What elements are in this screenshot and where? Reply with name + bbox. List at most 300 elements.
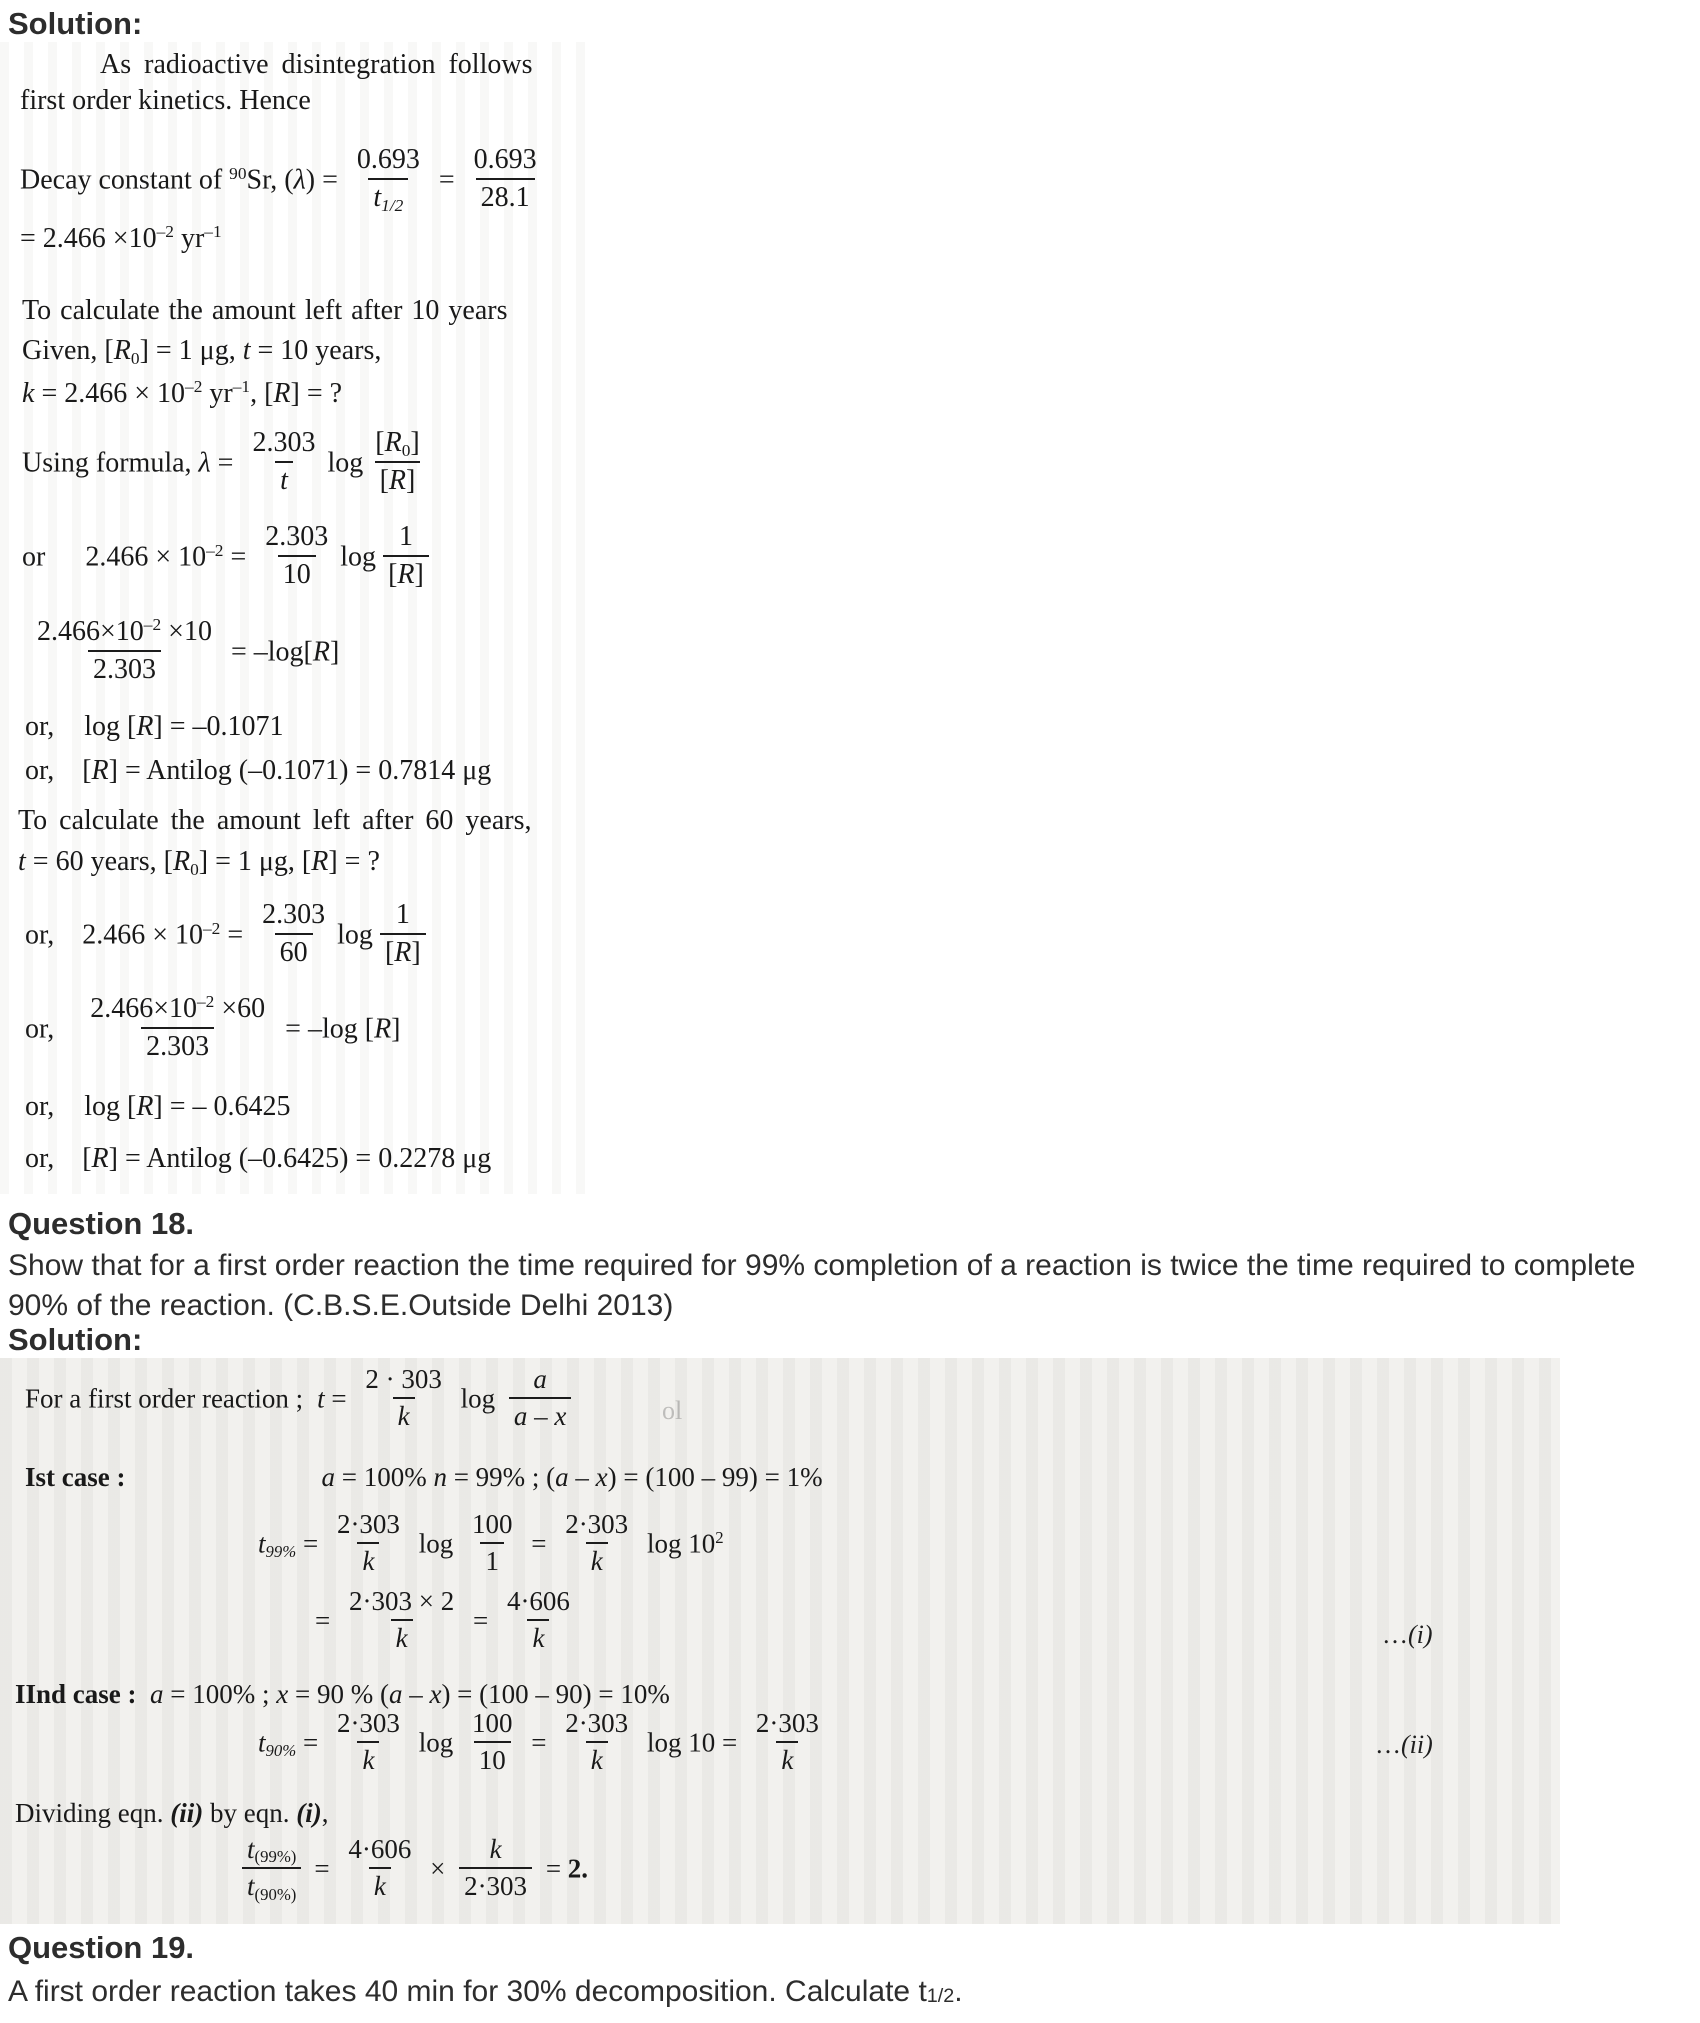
math-line <box>15 1678 670 1710</box>
text-run: ] = Antilog (–0.1071) = 0.7814 μg <box>108 755 492 786</box>
text-run: 28.1 <box>480 181 530 213</box>
text-run: To calculate the amount left after 60 years, <box>18 805 532 836</box>
text-run: 1/2 <box>926 1985 955 2007</box>
text-run: –1 <box>204 222 222 242</box>
math-line <box>25 710 284 744</box>
text-run: = 2.466 × 10 <box>34 378 186 409</box>
fraction-numerator <box>560 1510 633 1542</box>
text-run: or, <box>25 755 55 786</box>
text-run: t <box>247 1870 255 1901</box>
text-run: a <box>150 1679 164 1709</box>
text-run: t <box>317 1383 325 1414</box>
fraction-numerator <box>502 1587 575 1619</box>
text-run: 0.693 <box>473 143 537 175</box>
text-run: 10 <box>282 558 311 590</box>
math-line <box>18 845 380 879</box>
text-run: ×60 <box>214 992 266 1024</box>
text-run: or, <box>25 1143 55 1174</box>
text-run: 2 · 303 <box>365 1363 442 1394</box>
text-run: [ <box>388 558 398 590</box>
fraction-numerator <box>32 617 217 650</box>
fraction-denominator <box>275 461 293 496</box>
spacer <box>45 565 85 566</box>
math-line <box>22 426 432 499</box>
fraction-numerator <box>343 1835 416 1867</box>
text-run: × <box>423 1853 453 1884</box>
fraction-numerator <box>332 1510 405 1542</box>
text-run: = <box>220 919 251 951</box>
text-run: 90% <box>265 1741 297 1761</box>
math-line <box>258 1707 831 1778</box>
fraction-denominator <box>474 1741 511 1775</box>
text-run: 1 <box>485 1545 499 1576</box>
math-line <box>22 377 342 411</box>
text-run: first order kinetics. Hence <box>20 85 311 116</box>
text-run: 2.303 <box>252 426 316 458</box>
text-run: log <box>327 447 364 479</box>
fraction-numerator <box>242 1835 301 1867</box>
fraction <box>242 1833 301 1904</box>
text-run: ] = Antilog (–0.6425) = 0.2278 μg <box>108 1143 492 1174</box>
text-run: [ <box>82 755 92 786</box>
fraction <box>467 1709 518 1775</box>
text-run: 100 <box>471 1707 513 1738</box>
text-run: –2 <box>203 919 221 939</box>
fraction-denominator <box>275 933 313 968</box>
fraction <box>344 1587 459 1653</box>
question-18-heading: Question 18. <box>8 1206 195 1241</box>
math-line <box>18 804 532 838</box>
text-run: R <box>136 1091 154 1122</box>
text-run: ×10 <box>161 615 212 647</box>
scanned-solution-radioactive <box>0 42 600 1194</box>
text-run: [ <box>375 426 385 458</box>
text-run: ] <box>329 636 340 668</box>
math-line <box>25 1142 491 1176</box>
solution-heading-2: Solution: <box>8 1322 143 1357</box>
text-run: x <box>554 1400 567 1431</box>
text-run: k <box>373 1870 386 1901</box>
text-run: 2·303 <box>565 1508 629 1539</box>
spacer <box>54 778 82 779</box>
text-run: ] = –0.1071 <box>153 711 284 742</box>
fraction-numerator <box>528 1365 552 1397</box>
fraction <box>260 522 333 590</box>
text-run: 2.303 <box>265 520 329 552</box>
text-run: ] <box>414 558 424 590</box>
text-run: ) = (100 – 90) = 10% <box>441 1679 670 1709</box>
text-run: 1/2 <box>381 195 404 215</box>
text-run: = <box>315 1605 337 1636</box>
text-run <box>137 1679 151 1709</box>
math-line <box>25 754 491 788</box>
text-run: 2·303 <box>565 1707 629 1738</box>
spacer <box>54 943 82 944</box>
fraction <box>332 1510 405 1576</box>
text-run: a <box>555 1462 569 1492</box>
text-run: –2 <box>185 377 203 397</box>
text-run: k <box>489 1833 502 1864</box>
scanned-solution-first-order <box>0 1358 1560 1924</box>
text-run: = 2.466 ×10 <box>20 223 157 254</box>
text-run: a <box>388 1679 403 1709</box>
equation-number <box>1382 1620 1433 1650</box>
text-run: or, <box>25 919 55 951</box>
text-run: k <box>22 378 35 409</box>
text-run: ] <box>391 1013 401 1045</box>
text-run: – <box>402 1679 430 1709</box>
text-run: = 60 years, [ <box>25 846 173 877</box>
fraction-denominator <box>141 1027 214 1062</box>
fraction <box>247 428 320 496</box>
text-run: k <box>781 1744 794 1775</box>
text-run: = <box>210 447 241 479</box>
fraction <box>380 900 426 968</box>
text-run: 90 <box>229 164 247 184</box>
text-run: = 10 years, <box>250 335 382 366</box>
text-run: ] <box>406 464 416 496</box>
fraction-denominator <box>278 555 316 590</box>
text-run: … <box>1382 1620 1408 1649</box>
text-run: R <box>388 464 407 496</box>
text-run: a <box>513 1400 528 1431</box>
text-run: IInd case : <box>15 1679 137 1709</box>
text-run: t <box>280 464 288 496</box>
text-run: . <box>954 1975 963 2008</box>
text-run: For a first order reaction ; <box>25 1383 304 1414</box>
text-run: –2 <box>143 615 162 635</box>
question-19-text <box>8 1972 963 2015</box>
fraction-denominator <box>476 178 535 213</box>
text-run: [ <box>82 1143 92 1174</box>
text-run: = <box>296 1727 325 1758</box>
text-run: = 100% ; <box>163 1679 277 1709</box>
math-line <box>100 48 532 82</box>
fraction-denominator <box>480 1542 504 1576</box>
text-run: log 10 = <box>640 1727 744 1758</box>
fraction-denominator <box>369 1867 391 1901</box>
text-run: – <box>568 1462 596 1492</box>
text-run: R <box>91 1143 109 1174</box>
text-run: 0 <box>130 348 140 368</box>
text-run: log <box>340 541 377 573</box>
text-run: = –log[ <box>223 636 313 668</box>
text-run: 2·303 <box>755 1707 819 1738</box>
fraction <box>560 1709 633 1775</box>
text-run: = 90 % ( <box>288 1679 389 1709</box>
text-run: 2·303 × 2 <box>348 1585 455 1616</box>
text-run: 99% <box>265 1542 297 1562</box>
text-run: = <box>324 1383 354 1414</box>
math-line <box>22 520 436 593</box>
text-run: A first order reaction takes 40 min for 30% decomposition. Calculate t <box>8 1975 927 2008</box>
spacer <box>303 1406 317 1407</box>
text-run: 60 <box>279 936 308 968</box>
fraction-denominator <box>242 1867 301 1904</box>
fraction-denominator <box>459 1867 532 1901</box>
math-line <box>258 1508 724 1579</box>
text-run: –2 <box>206 541 224 561</box>
spacer <box>54 734 84 735</box>
math-line <box>22 334 381 368</box>
text-run: (i) <box>296 1798 322 1828</box>
text-run: = <box>466 1605 495 1636</box>
text-run: ] = 1 μg, <box>139 335 243 366</box>
text-run: –2 <box>156 222 174 242</box>
text-run: 2·303 <box>464 1870 528 1901</box>
question-19-heading: Question 19. <box>8 1930 195 1965</box>
fraction <box>502 1587 575 1653</box>
spacer <box>54 1037 78 1038</box>
text-run: or, <box>25 1091 55 1122</box>
text-run: k <box>395 1622 408 1653</box>
text-run: 2 <box>715 1528 724 1548</box>
fraction-numerator <box>352 145 425 178</box>
text-run: k <box>532 1622 545 1653</box>
text-run: t <box>373 181 382 213</box>
text-run: 2.303 <box>262 898 326 930</box>
text-run: = <box>314 1853 337 1884</box>
math-line <box>25 1461 823 1493</box>
text-run: x <box>429 1679 442 1709</box>
text-run: ] <box>411 936 421 968</box>
text-run: k <box>362 1545 375 1576</box>
text-run: 4·606 <box>506 1585 570 1616</box>
text-run: or, <box>25 711 55 742</box>
text-run: ] = – 0.6425 <box>153 1091 291 1122</box>
text-run: λ <box>293 164 306 196</box>
spacer <box>125 1485 321 1486</box>
text-run: (ii) <box>1401 1730 1433 1759</box>
text-run: R <box>374 1013 392 1045</box>
text-run: k <box>590 1545 603 1576</box>
fraction <box>85 994 270 1062</box>
text-run: log <box>411 1528 460 1559</box>
text-run: ] = ? <box>290 378 343 409</box>
fraction <box>360 1365 447 1431</box>
math-line <box>25 898 433 971</box>
fraction-numerator <box>247 428 320 461</box>
text-run: R <box>394 936 412 968</box>
math-line <box>25 992 401 1065</box>
text-run: 10 <box>478 1744 506 1775</box>
text-run: 2·303 <box>336 1508 400 1539</box>
fraction <box>560 1510 633 1576</box>
text-run: k <box>590 1744 603 1775</box>
text-run: 2.466×10 <box>90 992 197 1024</box>
text-run: Given, [ <box>22 335 114 366</box>
text-run: x <box>276 1679 289 1709</box>
fraction-denominator <box>776 1741 798 1775</box>
text-run: 0 <box>190 859 199 879</box>
text-run: 1 <box>395 898 410 930</box>
text-run: , <box>321 1798 329 1828</box>
text-run: yr <box>173 223 205 254</box>
text-run: R <box>311 846 329 877</box>
solution-heading-1: Solution: <box>8 6 143 41</box>
text-run: log [ <box>84 711 137 742</box>
text-run: … <box>1375 1730 1401 1759</box>
text-run: ] <box>410 426 420 458</box>
text-run: k <box>362 1744 375 1775</box>
text-run: log 10 <box>640 1528 716 1559</box>
fraction-numerator <box>370 428 424 461</box>
fraction-denominator <box>383 555 429 590</box>
fraction-numerator <box>391 900 415 933</box>
fraction-numerator <box>467 1709 518 1741</box>
text-run: Ist case : <box>25 1462 126 1492</box>
text-run: 2·303 <box>336 1707 400 1738</box>
text-run: 100 <box>471 1508 513 1539</box>
fraction-numerator <box>85 994 270 1027</box>
text-run: R <box>384 426 402 458</box>
spacer <box>54 1114 84 1115</box>
text-run: R <box>136 711 154 742</box>
text-run: To calculate the amount left after 10 years <box>22 295 508 326</box>
fraction-denominator <box>357 1542 379 1576</box>
fraction-numerator <box>360 1365 447 1397</box>
fraction-denominator <box>586 1542 608 1576</box>
text-run: a <box>533 1363 547 1394</box>
text-run: [ <box>384 936 395 968</box>
fraction-denominator <box>368 178 408 213</box>
text-run: Using formula, <box>22 447 199 479</box>
fraction <box>257 900 330 968</box>
math-line <box>315 1585 582 1656</box>
math-line <box>25 1090 291 1124</box>
math-line <box>20 84 311 118</box>
fraction <box>467 1510 518 1576</box>
fraction <box>469 145 542 213</box>
text-run: t <box>258 1727 266 1758</box>
text-run: = –log [ <box>285 1013 375 1045</box>
fraction <box>352 145 425 213</box>
fraction-denominator <box>380 933 426 968</box>
fraction <box>332 1709 405 1775</box>
fraction-denominator <box>375 461 421 496</box>
text-run: = <box>431 164 462 196</box>
text-run: (90%) <box>254 1884 297 1904</box>
text-run: Show that for a first order reaction the time required for 99% completion of a reaction is twice the time required to complete 90% of the reaction. (C.B.S.E.Outside Delhi 2013) <box>8 1249 1636 1322</box>
fraction <box>32 617 217 685</box>
equation-number <box>1375 1730 1433 1760</box>
text-run: = <box>524 1727 554 1758</box>
text-run: or, <box>25 1013 55 1045</box>
text-run: ) = (100 – 99) = 1% <box>607 1462 823 1492</box>
text-run: log <box>337 919 373 951</box>
text-run: 2.466 × 10 <box>85 541 207 573</box>
text-run: n <box>433 1462 447 1492</box>
text-run: by eqn. <box>203 1798 297 1828</box>
fraction-denominator <box>88 650 161 685</box>
math-line <box>235 1833 589 1904</box>
text-run: = <box>296 1528 325 1559</box>
text-run: = 99% ; ( <box>446 1462 556 1492</box>
text-run: = <box>524 1528 554 1559</box>
text-run: log <box>411 1727 460 1758</box>
text-run: , [ <box>250 378 274 409</box>
text-run: – <box>527 1400 555 1431</box>
text-run: Dividing eqn. <box>15 1798 171 1828</box>
fraction-numerator <box>485 1835 507 1867</box>
text-run: –1 <box>232 377 251 397</box>
text-run: a <box>321 1462 335 1492</box>
text-run: = <box>223 541 254 573</box>
text-run: yr <box>202 378 233 409</box>
text-run: R <box>172 846 191 877</box>
fraction <box>343 1835 416 1901</box>
fraction-numerator <box>467 1510 518 1542</box>
spacer <box>277 1037 285 1038</box>
text-run: λ <box>198 447 211 479</box>
fraction-numerator <box>560 1709 633 1741</box>
text-run: 1 <box>398 520 413 552</box>
math-line <box>22 294 508 328</box>
fraction-numerator <box>257 900 330 933</box>
text-run: t <box>247 1833 255 1864</box>
text-run: t <box>242 335 251 366</box>
fraction-denominator <box>357 1741 379 1775</box>
text-run: R <box>91 755 109 786</box>
math-line <box>20 143 549 216</box>
math-line <box>15 1797 328 1829</box>
fraction-denominator <box>527 1619 549 1653</box>
scan-artifact: ol <box>662 1396 683 1425</box>
fraction-numerator <box>332 1709 405 1741</box>
text-run: log <box>453 1383 502 1414</box>
fraction-denominator <box>509 1397 571 1431</box>
text-run: As radioactive disintegration follows <box>100 49 533 80</box>
math-line <box>20 222 222 256</box>
text-run: ] = ? <box>328 846 380 877</box>
text-run: = <box>539 1853 568 1884</box>
fraction <box>509 1365 571 1431</box>
fraction <box>751 1709 824 1775</box>
spacer <box>54 1166 82 1167</box>
fraction <box>383 522 429 590</box>
text-run: 2.303 <box>146 1030 210 1062</box>
fraction-numerator <box>751 1709 824 1741</box>
fraction-denominator <box>586 1741 608 1775</box>
text-run: log [ <box>84 1091 137 1122</box>
text-run: or <box>22 541 46 573</box>
text-run: (i) <box>1408 1620 1433 1649</box>
math-line <box>25 1363 578 1434</box>
text-run: x <box>595 1462 608 1492</box>
fraction-denominator <box>391 1619 413 1653</box>
text-run: k <box>397 1400 410 1431</box>
text-run: 2.303 <box>92 653 156 685</box>
text-run: R <box>312 636 330 668</box>
fraction-numerator <box>260 522 333 555</box>
fraction-numerator <box>344 1587 459 1619</box>
fraction-denominator <box>393 1397 415 1431</box>
math-line <box>25 615 340 688</box>
text-run: (ii) <box>170 1798 204 1828</box>
text-run: 2. <box>567 1853 589 1884</box>
text-run: R <box>113 335 131 366</box>
text-run: [ <box>379 464 389 496</box>
question-18-text <box>8 1246 1700 1326</box>
text-run: (99%) <box>254 1847 297 1867</box>
text-run: Decay constant of <box>20 164 230 196</box>
text-run: 0.693 <box>356 143 420 175</box>
text-run: –2 <box>197 992 215 1012</box>
fraction <box>459 1835 532 1901</box>
text-run: Sr, ( <box>246 164 294 196</box>
text-run: ) = <box>305 164 345 196</box>
text-run: 2.466×10 <box>37 615 144 647</box>
